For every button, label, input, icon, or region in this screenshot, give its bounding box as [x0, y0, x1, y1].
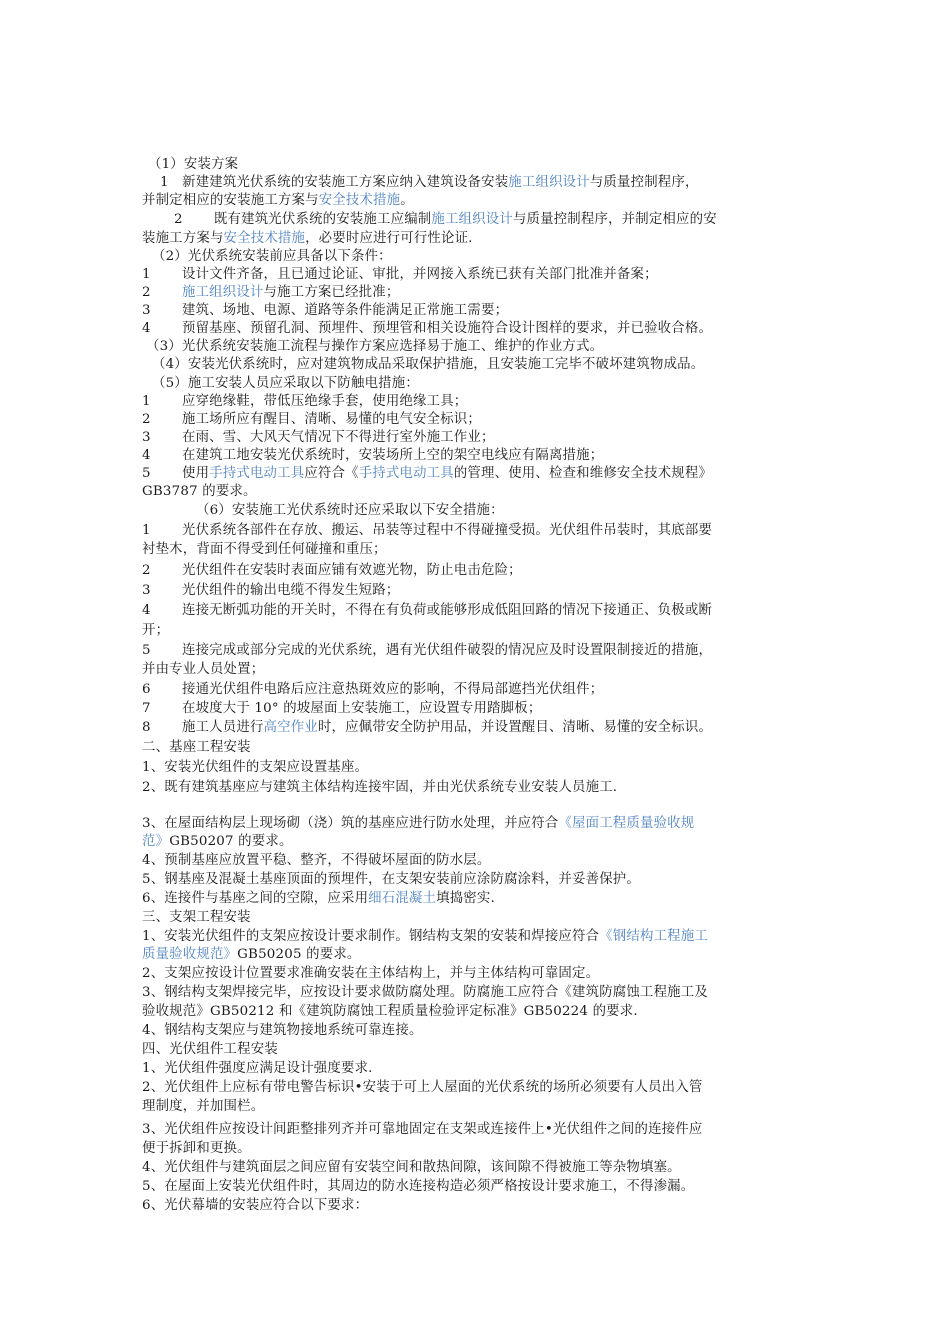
- item-number: 1: [142, 523, 151, 538]
- section-title-modules: 四、光伏组件工程安装: [142, 1042, 278, 1057]
- paragraph: 1、安装光伏组件的支架应设置基座。: [142, 760, 369, 775]
- list-item: 光伏系统各部件在存放、搬运、吊装等过程中不得碰撞受损。光伏组件吊装时，其底部要: [182, 523, 713, 538]
- list-item: 施工场所应有醒目、清晰、易懂的电气安全标识；: [182, 412, 481, 427]
- paragraph: 4、预制基座应放置平稳、整齐，不得破坏屋面的防水层。: [142, 853, 491, 868]
- link-fine-concrete[interactable]: 细石混凝土: [368, 891, 437, 906]
- list-item: 接通光伏组件电路后应注意热斑效应的影响，不得局部遮挡光伏组件；: [182, 682, 604, 697]
- item-number: 2: [174, 212, 183, 227]
- item-number: 1: [142, 267, 151, 282]
- link-power-tools[interactable]: 手持式电动工具: [209, 466, 305, 481]
- item-number: 5: [142, 643, 151, 658]
- item-number: 4: [142, 448, 151, 463]
- item-number: 5: [142, 466, 151, 481]
- item-number: 6: [142, 682, 151, 697]
- list-item: 在坡度大于 10° 的坡屋面上安装施工，应设置专用踏脚板；: [182, 701, 542, 716]
- heading-preconditions: （2）光伏系统安装前应具备以下条件：: [152, 249, 392, 264]
- list-item-cont: 开；: [142, 623, 170, 638]
- link-steel-standard[interactable]: 《钢结构工程施工: [599, 929, 708, 944]
- paragraph: 3、光伏组件应按设计间距整排列齐并可靠地固定在支架或连接件上•光伏组件之间的连接件应: [142, 1122, 703, 1137]
- item-number: 3: [142, 430, 151, 445]
- list-item: 预留基座、预留孔洞、预埋件、预埋管和相关设施符合设计图样的要求，并已验收合格。: [182, 321, 713, 336]
- paragraph: 2、光伏组件上应标有带电警告标识•安装于可上人屋面的光伏系统的场所必须要有人员出入管: [142, 1080, 703, 1095]
- paragraph-new-building-cont: 并制定相应的安装施工方案与安全技术措施。: [142, 193, 414, 208]
- list-item: 光伏组件的输出电缆不得发生短路；: [182, 583, 400, 598]
- item-number: 7: [142, 701, 151, 716]
- paragraph: 6、连接件与基座之间的空隙，应采用细石混凝土填捣密实.: [142, 891, 495, 906]
- paragraph-cont: 验收规范》GB50212 和《建筑防腐蚀工程质量检验评定标准》GB50224 的要求.: [142, 1004, 638, 1019]
- list-item: 光伏组件在安装时表面应铺有效遮光物，防止电击危险；: [182, 563, 522, 578]
- item-number: 1: [160, 175, 169, 190]
- paragraph: 2、既有建筑基座应与建筑主体结构连接牢固，并由光伏系统专业安装人员施工.: [142, 780, 618, 795]
- item-number: 2: [142, 285, 151, 300]
- link-high-altitude-work[interactable]: 高空作业: [263, 720, 318, 735]
- paragraph-new-building: 1 新建建筑光伏系统的安装施工方案应纳入建筑设备安装施工组织设计与质量控制程序，: [160, 175, 699, 190]
- list-item: 在雨、雪、大风天气情况下不得进行室外施工作业；: [182, 430, 495, 445]
- item-number: 3: [142, 583, 151, 598]
- item-number: 2: [142, 563, 151, 578]
- list-item: 施工人员进行高空作业时，应佩带安全防护用品，并设置醒目、清晰、易懂的安全标识。: [182, 720, 713, 735]
- paragraph: 3、在屋面结构层上现场砌（浇）筑的基座应进行防水处理，并应符合《屋面工程质量验收规: [142, 816, 695, 831]
- paragraph: 4、光伏组件与建筑面层之间应留有安装空间和散热间隙，该间隙不得被施工等杂物填塞。: [142, 1160, 681, 1175]
- item-number: 8: [142, 720, 151, 735]
- item-number: 1: [142, 394, 151, 409]
- list-item-cont: 并由专业人员处置；: [142, 662, 265, 677]
- paragraph: 6、光伏幕墙的安装应符合以下要求：: [142, 1198, 369, 1213]
- paragraph: 4、钢结构支架应与建筑物接地系统可靠连接。: [142, 1023, 423, 1038]
- link-construction-design[interactable]: 施工组织设计: [182, 285, 264, 300]
- link-construction-design[interactable]: 施工组织设计: [431, 212, 513, 227]
- paragraph: 1、安装光伏组件的支架应按设计要求制作。钢结构支架的安装和焊接应符合《钢结构工程施工: [142, 929, 708, 944]
- paragraph-workflow: （3）光伏系统安装施工流程与操作方案应选择易于施工、维护的作业方式。: [146, 339, 604, 354]
- link-roof-standard[interactable]: 范》: [142, 834, 170, 849]
- paragraph: 5、在屋面上安装光伏组件时，其周边的防水连接构造必须严格按设计要求施工，不得渗漏。: [142, 1179, 695, 1194]
- list-item: 连接完成或部分完成的光伏系统，遇有光伏组件破裂的情况应及时设置限制接近的措施，: [182, 643, 713, 658]
- paragraph: 3、钢结构支架焊接完毕，应按设计要求做防腐处理。防腐施工应符合《建筑防腐蚀工程施工及: [142, 985, 708, 1000]
- item-number: 4: [142, 321, 151, 336]
- heading-anti-shock: （5）施工安装人员应采取以下防触电措施：: [152, 376, 419, 391]
- paragraph-cont: 便于拆卸和更换。: [142, 1141, 251, 1156]
- paragraph-protection: （4）安装光伏系统时，应对建筑物成品采取保护措施，且安装施工完毕不破坏建筑物成品。: [152, 357, 705, 372]
- link-safety-measures[interactable]: 安全技术措施: [223, 231, 306, 246]
- paragraph-cont: 质量验收规范》GB50205 的要求。: [142, 947, 361, 962]
- paragraph: 5、钢基座及混凝土基座顶面的预埋件，在支架安装前应涂防腐涂料，并妥善保护。: [142, 872, 640, 887]
- section-title-bracket: 三、支架工程安装: [142, 910, 251, 925]
- item-number: 2: [142, 412, 151, 427]
- paragraph: 2、支架应按设计位置要求准确安装在主体结构上，并与主体结构可靠固定。: [142, 966, 600, 981]
- list-item: 设计文件齐备，且已通过论证、审批，并网接入系统已获有关部门批准并备案；: [182, 267, 658, 282]
- heading-installation-plan: （1）安装方案: [148, 157, 239, 172]
- list-item: 使用手持式电动工具应符合《手持式电动工具的管理、使用、检查和维修安全技术规程》: [182, 466, 713, 481]
- link-roof-standard[interactable]: 《屋面工程质量验收规: [558, 816, 695, 831]
- list-item: 施工组织设计与施工方案已经批准；: [182, 285, 400, 300]
- paragraph-cont: 理制度，并加围栏。: [142, 1099, 265, 1114]
- paragraph-existing-building: 2 既有建筑光伏系统的安装施工应编制施工组织设计与质量控制程序，并制定相应的安: [174, 212, 717, 227]
- list-item: 建筑、场地、电源、道路等条件能满足正常施工需要；: [182, 303, 509, 318]
- paragraph-existing-building-cont: 装施工方案与安全技术措施，必要时应进行可行性论证.: [142, 231, 473, 246]
- link-safety-measures[interactable]: 安全技术措施: [318, 193, 401, 208]
- list-item: 连接无断弧功能的开关时，不得在有负荷或能够形成低阻回路的情况下接通正、负极或断: [182, 603, 713, 618]
- list-item-cont: 衬垫木，背面不得受到任何碰撞和重压；: [142, 542, 387, 557]
- link-construction-design[interactable]: 施工组织设计: [508, 175, 590, 190]
- section-title-foundation: 二、基座工程安装: [142, 740, 251, 755]
- link-steel-standard[interactable]: 质量验收规范》: [142, 947, 238, 962]
- paragraph-cont: 范》GB50207 的要求。: [142, 834, 293, 849]
- list-item: 在建筑工地安装光伏系统时，安装场所上空的架空电线应有隔离措施；: [182, 448, 604, 463]
- list-item-cont: GB3787 的要求。: [142, 484, 257, 499]
- heading-safety-measures: （6）安装施工光伏系统时还应采取以下安全措施：: [196, 503, 504, 518]
- list-item: 应穿绝缘鞋，带低压绝缘手套，使用绝缘工具；: [182, 394, 468, 409]
- item-number: 3: [142, 303, 151, 318]
- paragraph: 1、光伏组件强度应满足设计强度要求.: [142, 1061, 373, 1076]
- link-power-tools[interactable]: 手持式电动工具: [358, 466, 454, 481]
- item-number: 4: [142, 603, 151, 618]
